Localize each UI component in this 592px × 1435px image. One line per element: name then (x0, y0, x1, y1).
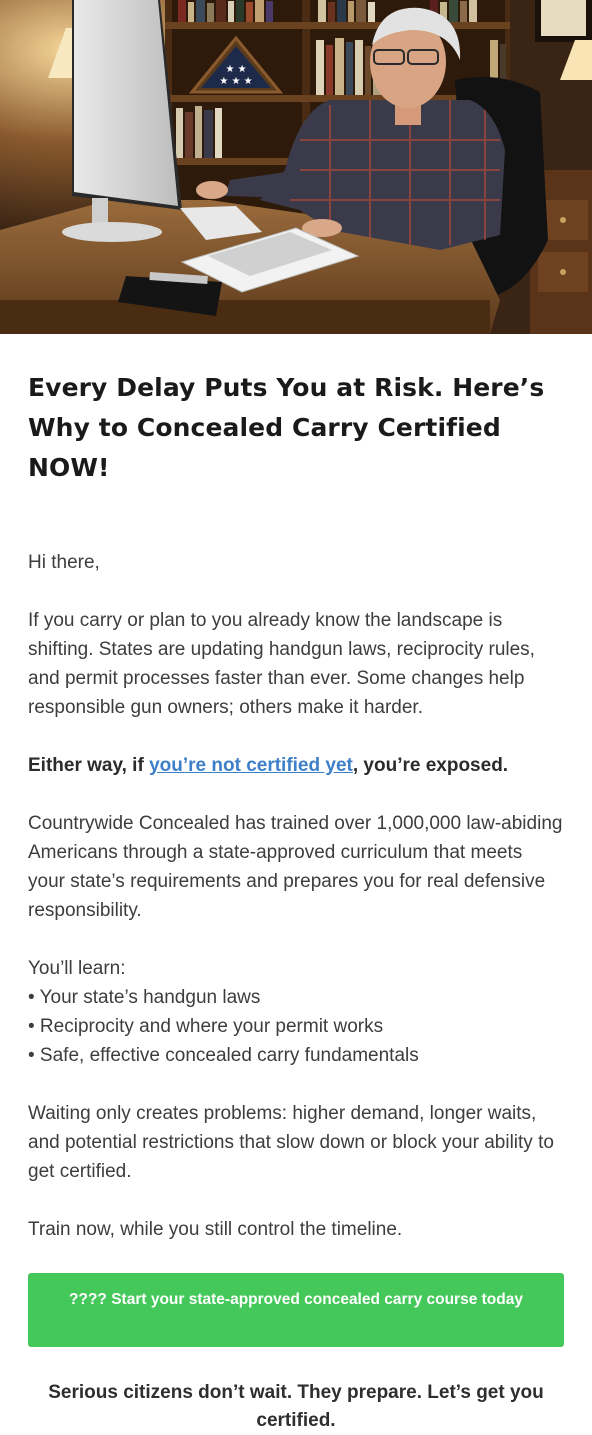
greeting: Hi there, (28, 552, 100, 573)
paragraph-train-now: Train now, while you still control the timeline. (28, 1219, 403, 1240)
learn-item: • Reciprocity and where your permit works (28, 1016, 384, 1037)
hero-image (0, 0, 592, 334)
learn-item: • Your state’s handgun laws (28, 987, 261, 1008)
headline: Every Delay Puts You at Risk. Here’s Why to Concealed Carry Certified NOW! (28, 373, 545, 482)
paragraph-waiting: Waiting only creates problems: higher demand, longer waits, and potential restrictions that slow down or block your ability to get certified. (28, 1103, 554, 1182)
svg-text:★ ★ ★: ★ ★ ★ (219, 76, 253, 87)
paragraph-countrywide: Countrywide Concealed has trained over 1,000,000 law-abiding Americans through a state-approved curriculum that meets your state’s requirements and prepares you for real defensive responsibility. (28, 813, 563, 921)
svg-text:★ ★: ★ ★ (225, 64, 247, 75)
learn-list (28, 983, 564, 1070)
warning-lead-text: Either way, if (28, 755, 150, 776)
paragraph-certified-warning (28, 751, 564, 780)
closing-text: Serious citizens don’t wait. They prepare. Let’s get you certified. (48, 1382, 544, 1431)
learn-item: • Safe, effective concealed carry fundamentals (28, 1045, 419, 1066)
paragraph-landscape: If you carry or plan to you already know the landscape is shifting. States are updating handgun laws, reciprocity rules, and permit processes faster than ever. Some changes help responsible gun owners; others make it harder. (28, 610, 535, 718)
warning-trail-text: , you’re exposed. (352, 755, 509, 776)
email-body (0, 334, 592, 1435)
start-course-button[interactable]: ???? Start your state-approved concealed carry course today (28, 1273, 564, 1347)
learn-intro: You’ll learn: (28, 958, 126, 979)
not-certified-link[interactable]: you’re not certified yet (149, 755, 353, 776)
